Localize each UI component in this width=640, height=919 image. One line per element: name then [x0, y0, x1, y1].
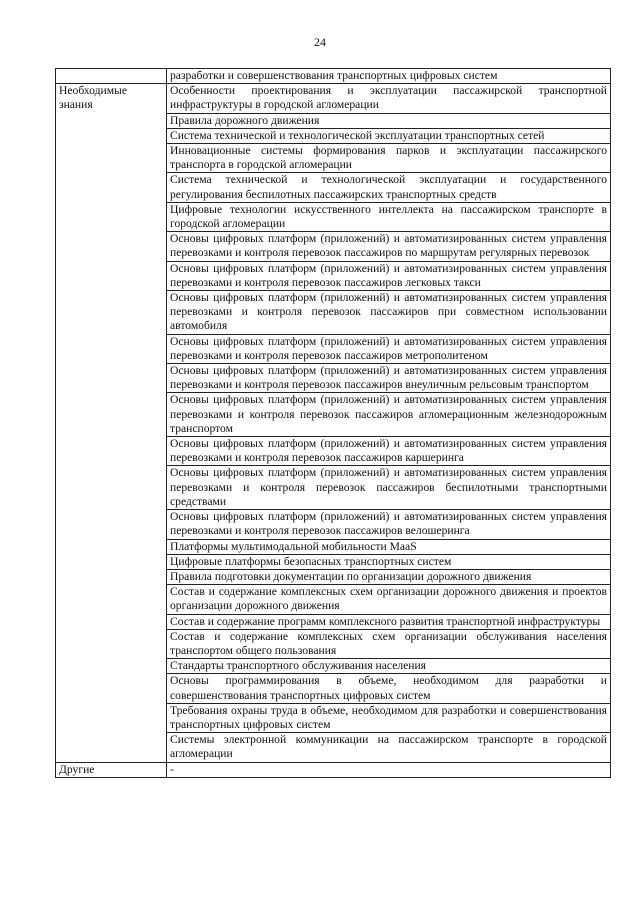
row-text: Цифровые платформы безопасных транспортных систем [167, 554, 611, 569]
row-text: Правила подготовки документации по организации дорожного движения [167, 569, 611, 584]
row-text: Особенности проектирования и эксплуатации пассажирской транспортной инфраструктуры в городской агломерации [167, 84, 611, 113]
row-text: Основы цифровых платформ (приложений) и автоматизированных систем управления перевозками и контроля перевозок пассажиров легковых такси [167, 261, 611, 290]
row-text: Состав и содержание программ комплексного развития транспортной инфраструктуры [167, 614, 611, 629]
row-text: Основы цифровых платформ (приложений) и автоматизированных систем управления перевозками и контроля перевозок пассажиров внеуличным рельсовым транспортом [167, 364, 611, 393]
page-number: 24 [314, 35, 326, 49]
row-text: Платформы мультимодальной мобильности MaaS [167, 539, 611, 554]
row-text: - [167, 762, 611, 777]
row-text: Основы цифровых платформ (приложений) и автоматизированных систем управления перевозками и контроля перевозок пассажиров по маршрутам регулярных перевозок [167, 232, 611, 261]
row-text: Основы программирования в объеме, необходимом для разработки и совершенствования транспортных цифровых систем [167, 674, 611, 703]
row-text: Инновационные системы формирования парков и эксплуатации пассажирского транспорта в городской агломерации [167, 144, 611, 173]
row-label [56, 69, 167, 84]
table-row [56, 762, 611, 777]
row-text: Основы цифровых платформ (приложений) и автоматизированных систем управления перевозками и контроля перевозок пассажиров метрополитеном [167, 334, 611, 363]
table-row [56, 69, 611, 84]
row-text: Системы электронной коммуникации на пассажирском транспорте в городской агломерации [167, 733, 611, 762]
row-text: Основы цифровых платформ (приложений) и автоматизированных систем управления перевозками и контроля перевозок пассажиров агломерационным железнодорожным транспортом [167, 393, 611, 437]
row-text: Основы цифровых платформ (приложений) и автоматизированных систем управления перевозками и контроля перевозок пассажиров велошеринга [167, 510, 611, 539]
row-text: Требования охраны труда в объеме, необходимом для разработки и совершенствования транспортных цифровых систем [167, 703, 611, 732]
row-text: Стандарты транспортного обслуживания населения [167, 659, 611, 674]
row-text: Состав и содержание комплексных схем организации дорожного движения и проектов организации дорожного движения [167, 585, 611, 614]
competency-table [55, 68, 611, 778]
row-text: Состав и содержание комплексных схем организации обслуживания населения транспортом общего пользования [167, 629, 611, 658]
row-text: Основы цифровых платформ (приложений) и автоматизированных систем управления перевозками и контроля перевозок пассажиров при совместном использовании автомобиля [167, 291, 611, 335]
row-text: Система технической и технологической эксплуатации и государственного регулирования беспилотных пассажирских транспортных средств [167, 173, 611, 202]
row-text: Правила дорожного движения [167, 113, 611, 128]
row-label-other: Другие [56, 762, 167, 777]
row-label-necessary-knowledge: Необходимые знания [56, 84, 167, 762]
table-row [56, 84, 611, 113]
row-text: разработки и совершенствования транспортных цифровых систем [167, 69, 611, 84]
row-text: Система технической и технологической эксплуатации транспортных сетей [167, 128, 611, 143]
row-text: Основы цифровых платформ (приложений) и автоматизированных систем управления перевозками и контроля перевозок пассажиров беспилотными транспортными средствами [167, 466, 611, 510]
row-text: Цифровые технологии искусственного интеллекта на пассажирском транспорте в городской агломерации [167, 202, 611, 231]
row-text: Основы цифровых платформ (приложений) и автоматизированных систем управления перевозками и контроля перевозок пассажиров каршеринга [167, 437, 611, 466]
